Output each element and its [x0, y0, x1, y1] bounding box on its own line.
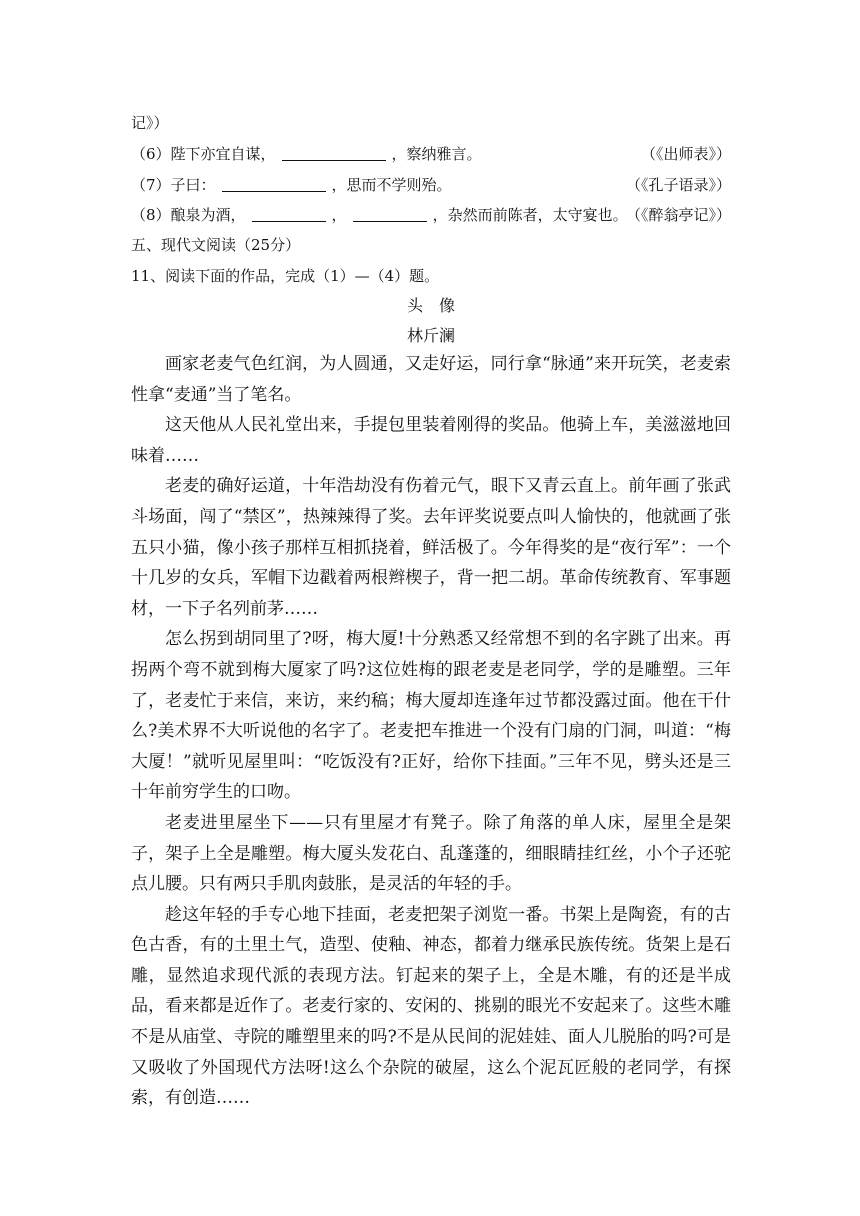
fill-blank-item-6 [131, 143, 731, 165]
paragraph: 趁这年轻的手专心地下挂面，老麦把架子浏览一番。书架上是陶瓷，有的古色古香，有的土里土气，造型、使釉、神态，都着力继承民族传统。货架上是石雕，显然追求现代派的表现方法。钉起来的架子上，全是木雕，有的还是半成品，看来都是近作了。老麦行家的、安闲的、挑剔的眼光不安起来了。这些木雕不是从庙堂、寺院的雕塑里来的吗?不是从民间的泥娃娃、面人儿脱胎的吗?可是又吸收了外国现代方法呀!这么个杂院的破屋，这么个泥瓦匠般的老同学，有探索，有创造…… [131, 904, 731, 1109]
item-8-prefix: （8）酿泉为酒， [131, 206, 246, 224]
item-8-separator: ， [331, 206, 347, 224]
item-7-suffix: ，思而不学则殆。 [331, 176, 452, 194]
paragraph: 怎么拐到胡同里了?呀，梅大厦!十分熟悉又经常想不到的名字跳了出来。再拐两个弯不就到梅大厦家了吗?这位姓梅的跟老麦是老同学，学的是雕塑。三年了，老麦忙于来信，来访，来约稿；梅大厦却连逢年过节都没露过面。他在干什么?美术界不大听说他的名字了。老麦把车推进一个没有门扇的门洞，叫道：“梅大厦！”就听见屋里叫：“吃饭没有?正好，给你下挂面。”三年不见，劈头还是三十年前穷学生的口吻。 [131, 629, 731, 803]
section-heading: 五、现代文阅读（25分） [131, 236, 301, 254]
answer-blank[interactable] [222, 175, 326, 192]
paragraph: 老麦的确好运道，十年浩劫没有伤着元气，眼下又青云直上。前年画了张武斗场面，闯了“禁区”，热辣辣得了奖。去年评奖说要点叫人愉快的，他就画了张五只小猫，像小孩子那样互相抓挠着，鲜活极了。今年得奖的是“夜行军”：一个十几岁的女兵，军帽下边戳着两根辫楔子，背一把二胡。革命传统教育、军事题材，一下子名列前茅…… [131, 476, 731, 619]
previous-item-tail: 记》） [131, 114, 169, 132]
story-title: 头 像 [406, 296, 455, 315]
answer-blank[interactable] [252, 205, 326, 222]
paragraph: 画家老麦气色红润，为人圆通，又走好运，同行拿“脉通”来开玩笑，老麦索性拿“麦通”当了笔名。 [131, 354, 731, 405]
item-6-prefix: （6）陛下亦宜自谋， [131, 145, 276, 163]
item-6-suffix: ，察纳雅言。 [391, 145, 482, 163]
paragraph: 老麦进里屋坐下——只有里屋才有凳子。除了角落的单人床，屋里全是架子，架子上全是雕塑。梅大厦头发花白、乱蓬蓬的，细眼睛挂红丝，小个子还驼点儿腰。只有两只手肌肉鼓胀，是灵活的年轻的手。 [131, 812, 731, 895]
item-8-source: （《醉翁亭记》） [625, 206, 731, 224]
answer-blank[interactable] [353, 205, 427, 222]
fill-blank-item-7 [131, 174, 731, 196]
story-body [131, 349, 731, 1114]
item-7-prefix: （7）子曰： [131, 176, 216, 194]
answer-blank[interactable] [282, 144, 386, 161]
item-6-source: （《出师表》） [640, 145, 731, 163]
paragraph: 这天他从人民礼堂出来，手提包里装着刚得的奖品。他骑上车，美滋滋地回味着…… [131, 415, 731, 466]
item-7-source: （《孔子语录》） [625, 176, 731, 194]
fill-blank-item-8 [131, 204, 731, 226]
story-author: 林斤澜 [406, 326, 455, 345]
question-prompt: 11、阅读下面的作品，完成（1）—（4）题。 [131, 267, 440, 285]
item-8-suffix: ，杂然而前陈者，太守宴也。 [432, 206, 628, 224]
